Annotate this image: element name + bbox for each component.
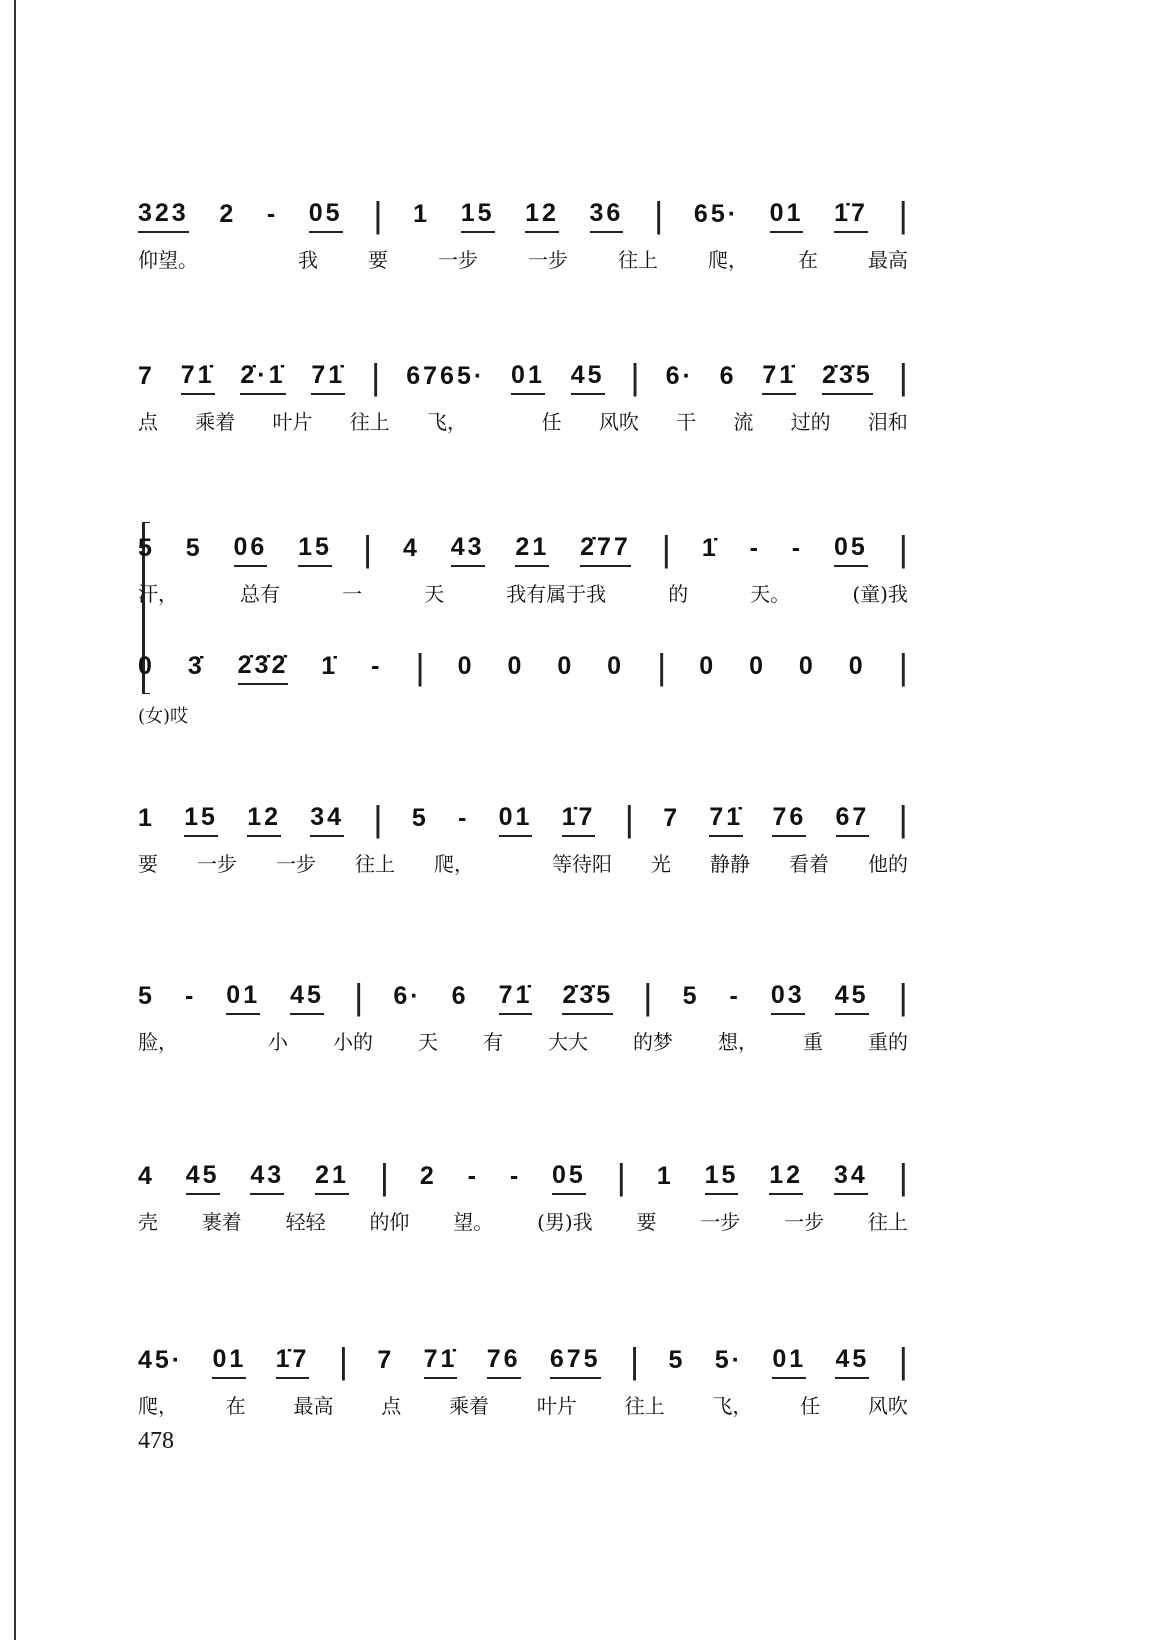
bar-line: |	[661, 527, 671, 569]
bar-line: |	[338, 1339, 349, 1381]
note-group: -	[509, 1162, 522, 1190]
lyric-word: 的梦	[633, 1030, 673, 1054]
bar-line: |	[898, 193, 908, 235]
note-group: 2	[219, 200, 237, 228]
notes-line	[138, 797, 908, 840]
note-group: 7	[138, 362, 155, 390]
note-group: 1	[656, 1162, 674, 1190]
lyric-word: 叶片	[272, 410, 313, 434]
lyric-word: 看着	[789, 852, 829, 876]
note-group: 43	[250, 1161, 284, 1195]
lyric-word: 他的	[868, 852, 908, 876]
note-group: 43	[451, 533, 485, 567]
lyric-word: 乘着	[195, 410, 236, 434]
notes-line	[138, 527, 908, 570]
note-group: 05	[834, 533, 868, 567]
note-group: 21	[315, 1161, 349, 1195]
note-group: 5	[185, 534, 203, 562]
lyric-word: 爬，	[708, 248, 748, 272]
lyric-word: 一步	[197, 852, 237, 876]
lyric-word: 想，	[718, 1030, 758, 1054]
lyric-word: (男)我	[537, 1210, 593, 1234]
note-group: 06	[234, 533, 268, 567]
notes-line	[138, 1155, 908, 1198]
lyric-word: 往上	[355, 852, 395, 876]
note-group: 0	[557, 652, 575, 680]
lyric-word: 我	[298, 248, 318, 272]
lyric-word: 点	[381, 1394, 402, 1418]
lyric-word: 泪和	[867, 410, 908, 434]
note-group: 6765·	[406, 362, 486, 390]
note-group: 36	[590, 199, 624, 233]
note-group: 34	[834, 1161, 868, 1195]
lyric-word: 天。	[750, 582, 791, 606]
bar-line: |	[898, 975, 908, 1017]
note-group: 01	[772, 1345, 806, 1379]
note-group: 05	[309, 199, 343, 233]
lyric-word: 飞，	[427, 410, 468, 434]
note-group: 01	[511, 361, 545, 395]
lyric-word: 要	[368, 248, 388, 272]
note-group: 34	[310, 803, 344, 837]
bar-line: |	[898, 527, 908, 569]
bar-line: |	[898, 797, 908, 839]
lyric-word: 风吹	[598, 410, 639, 434]
bar-line: |	[379, 1155, 390, 1197]
note-group: 0	[507, 652, 525, 680]
score-row	[138, 1339, 908, 1419]
lyrics-line	[138, 578, 908, 607]
bar-line: |	[898, 1339, 908, 1381]
lyric-word: 总有	[240, 582, 281, 606]
score-row	[138, 527, 908, 607]
lyric-word: 乘着	[449, 1394, 490, 1418]
bar-line: |	[653, 193, 664, 235]
lyric-word: 要	[138, 852, 158, 876]
score-row	[138, 1155, 908, 1235]
note-group: 71̇	[499, 981, 533, 1015]
note-group: 21	[515, 533, 549, 567]
bar-line: |	[656, 645, 667, 687]
note-group: 4	[403, 534, 420, 562]
note-group: 1̇	[321, 652, 339, 680]
note-group: 76	[487, 1345, 521, 1379]
lyric-word: 重	[803, 1030, 823, 1054]
note-group: 03	[771, 981, 805, 1015]
page-number: 478	[138, 1428, 174, 1454]
note-group: 71̇	[424, 1345, 458, 1379]
lyric-word: 往上	[624, 1394, 665, 1418]
notes-line	[138, 193, 908, 236]
note-group: 1̇	[701, 534, 719, 562]
lyric-word: 的仰	[369, 1210, 410, 1234]
bar-line: |	[373, 797, 383, 839]
note-group: 5	[668, 1346, 686, 1374]
note-group: 76	[772, 803, 806, 837]
score-row	[138, 645, 908, 688]
lyric-word: 有	[483, 1030, 503, 1054]
lyric-word: 往上	[618, 248, 658, 272]
note-group: 15	[461, 199, 495, 233]
lyric-word: 一步	[784, 1210, 825, 1234]
score-row	[138, 797, 908, 877]
note-group: 5	[411, 804, 429, 832]
lyric-word: 一步	[700, 1210, 741, 1234]
note-group: 2̇77	[580, 533, 631, 567]
lyric-word: 飞，	[712, 1394, 753, 1418]
bar-line: |	[643, 975, 653, 1017]
lyric-word: 天	[424, 582, 445, 606]
lyric-word: 等待阳	[552, 852, 612, 876]
lyric-word: 望。	[453, 1210, 494, 1234]
bar-line: |	[630, 355, 640, 397]
note-group: 2̇3̇5	[822, 361, 873, 395]
lyric-word: 往上	[349, 410, 390, 434]
notes-line	[138, 975, 908, 1018]
lyric-word: 壳	[138, 1210, 158, 1234]
lyric-word: 过的	[790, 410, 831, 434]
solo-label: (女)哎	[138, 706, 189, 727]
page-margin-line	[14, 0, 16, 1640]
note-group: 2	[419, 1162, 437, 1190]
lyric-word: 最高	[868, 248, 908, 272]
note-group: 1	[413, 200, 431, 228]
lyrics-line	[138, 406, 908, 435]
lyric-word: 风吹	[867, 1394, 908, 1418]
lyric-word: 轻轻	[285, 1210, 326, 1234]
note-group: -	[184, 982, 197, 1010]
notes-line	[138, 355, 908, 398]
notes-line	[138, 1339, 908, 1382]
bar-line: |	[898, 355, 908, 397]
lyric-word: 爬，	[138, 1394, 178, 1418]
note-group: 2̇3̇2̇	[238, 651, 289, 685]
lyric-word: 仰望。	[138, 248, 198, 272]
lyric-word: 流	[733, 410, 754, 434]
lyric-word: 天	[418, 1030, 438, 1054]
bar-line: |	[371, 355, 381, 397]
note-group: 05	[552, 1161, 586, 1195]
note-group: -	[467, 1162, 479, 1190]
note-group: 45	[835, 981, 869, 1015]
note-group: 65·	[693, 200, 740, 228]
lyrics-line	[138, 244, 908, 273]
lyric-word: 在	[225, 1394, 246, 1418]
note-group: 45	[290, 981, 324, 1015]
lyric-word: 一步	[438, 248, 478, 272]
bar-line: |	[616, 1155, 627, 1197]
note-group: 15	[184, 803, 218, 837]
note-group: 45	[186, 1161, 220, 1195]
note-group: 6	[719, 362, 737, 390]
note-group: 71̇	[181, 361, 215, 395]
bar-line: |	[898, 645, 908, 687]
note-group: 45·	[138, 1346, 184, 1374]
lyric-word: 裹着	[201, 1210, 242, 1234]
lyric-word: 脸，	[138, 1030, 178, 1054]
note-group: 6·	[393, 982, 422, 1010]
note-group: -	[729, 982, 741, 1010]
note-group: 15	[298, 533, 332, 567]
note-group: -	[791, 534, 804, 562]
notes-line	[138, 645, 908, 688]
note-group: 01	[212, 1345, 246, 1379]
note-group: 12	[247, 803, 281, 837]
note-group: 0	[607, 652, 625, 680]
lyric-word: 最高	[293, 1394, 334, 1418]
note-group: 45	[571, 361, 605, 395]
bar-line: |	[629, 1339, 640, 1381]
lyrics-line	[138, 1206, 908, 1235]
note-group: 5	[138, 982, 155, 1010]
score-row	[138, 193, 908, 273]
note-group: 675	[550, 1345, 601, 1379]
note-group: 3̇	[187, 652, 205, 680]
bar-line: |	[898, 1155, 908, 1197]
note-group: 4	[138, 1162, 155, 1190]
note-group: 7	[663, 804, 681, 832]
note-group: 6	[451, 982, 469, 1010]
note-group: 71̇	[762, 361, 796, 395]
note-group: 01	[226, 981, 260, 1015]
lyric-word: 一步	[528, 248, 568, 272]
bar-line: |	[415, 645, 425, 687]
note-group: 12	[525, 199, 559, 233]
note-group: -	[458, 804, 470, 832]
lyrics-line	[138, 1026, 908, 1055]
note-group: 0	[798, 652, 816, 680]
lyric-word: 一	[342, 582, 363, 606]
bar-line: |	[353, 975, 364, 1017]
lyric-word: 小的	[333, 1030, 373, 1054]
lyrics-line	[138, 848, 908, 877]
note-group: 0	[848, 652, 866, 680]
note-group: 1̇7	[276, 1345, 310, 1379]
lyrics-line	[138, 1390, 908, 1419]
note-group: 71̇	[709, 803, 743, 837]
lyric-word: 要	[636, 1210, 657, 1234]
bar-line: |	[362, 527, 373, 569]
note-group: 15	[705, 1161, 739, 1195]
note-group: 7	[377, 1346, 395, 1374]
note-group: 1	[138, 804, 155, 832]
note-group: -	[266, 200, 279, 228]
note-group: 5·	[714, 1346, 743, 1374]
lyric-word: 一步	[276, 852, 316, 876]
note-group: 5	[682, 982, 700, 1010]
lyric-word: 往上	[867, 1210, 908, 1234]
lyric-word: 汗，	[138, 582, 178, 606]
score-row	[138, 355, 908, 435]
note-group: 323	[138, 199, 189, 233]
note-group: 12	[769, 1161, 803, 1195]
lyric-word: 点	[138, 410, 158, 434]
note-group: 0	[749, 652, 766, 680]
note-group: 2̇·1̇	[240, 361, 285, 395]
note-group: 0	[699, 652, 717, 680]
lyric-word: 在	[798, 248, 818, 272]
lyric-word: 重的	[868, 1030, 908, 1054]
lyric-word: 光	[651, 852, 671, 876]
note-group: 71̇	[311, 361, 345, 395]
lyric-word: 大大	[548, 1030, 588, 1054]
note-group: 01	[499, 803, 533, 837]
lyric-word: 爬，	[434, 852, 474, 876]
lyric-word: 任	[541, 410, 562, 434]
note-group: 0	[138, 652, 155, 680]
bar-line: |	[373, 193, 383, 235]
lyric-word: 叶片	[536, 1394, 577, 1418]
bar-line: |	[624, 797, 635, 839]
lyric-word: 干	[676, 410, 697, 434]
lyric-word: 任	[800, 1394, 821, 1418]
note-group: 5	[138, 534, 155, 562]
lyric-word: 静静	[710, 852, 750, 876]
lyric-word: (童)我	[852, 582, 908, 606]
lyric-word: 小	[268, 1030, 288, 1054]
note-group: 6·	[665, 362, 694, 390]
note-group: 1̇7	[562, 803, 596, 837]
note-group: 01	[770, 199, 804, 233]
note-group: -	[371, 652, 383, 680]
lyric-word: 的	[668, 582, 689, 606]
note-group: -	[749, 534, 761, 562]
note-group: 1̇7	[834, 199, 868, 233]
lyric-word: 我有属于我	[506, 582, 607, 606]
note-group: 67	[836, 803, 870, 837]
note-group: 45	[835, 1345, 869, 1379]
score-row	[138, 975, 908, 1055]
note-group: 2̇3̇5	[562, 981, 613, 1015]
note-group: 0	[457, 652, 475, 680]
